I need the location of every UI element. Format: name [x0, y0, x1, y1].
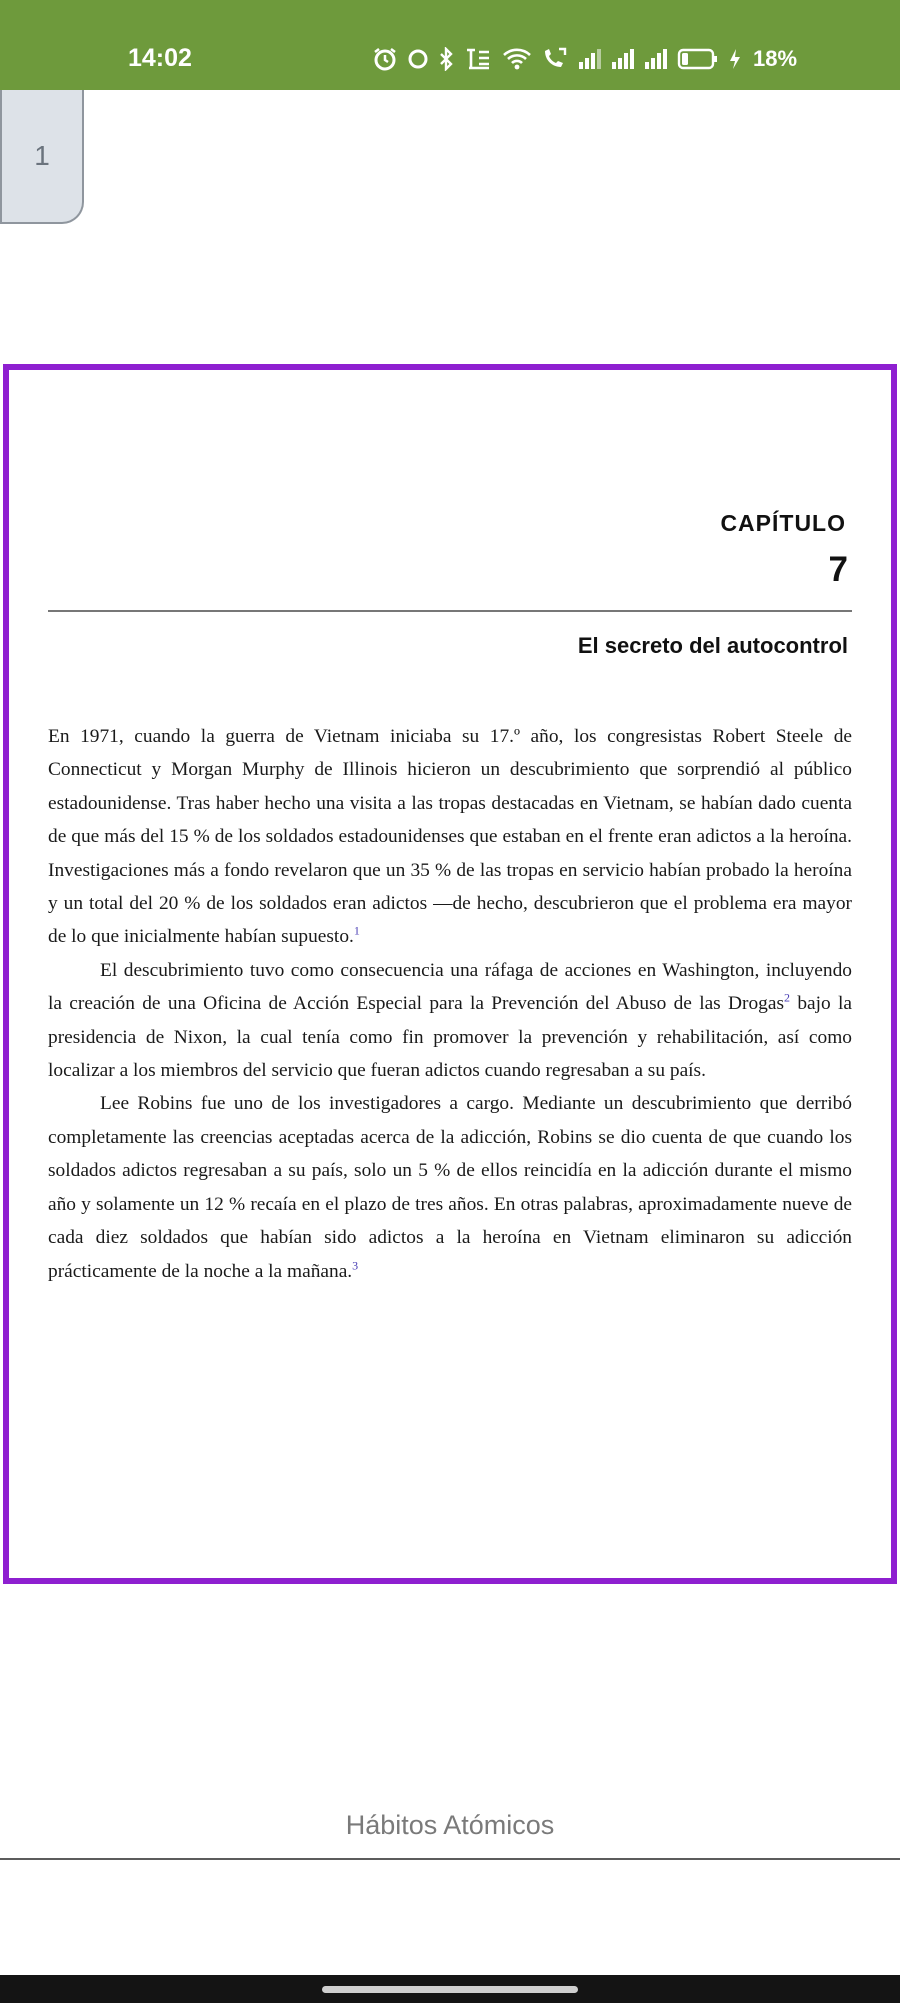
- home-gesture-handle[interactable]: [322, 1986, 578, 1993]
- chapter-title: El secreto del autocontrol: [577, 633, 848, 658]
- footnote-link[interactable]: 3: [352, 1258, 359, 1273]
- paragraph-text: En 1971, cuando la guerra de Vietnam iniciaba su 17.º año, los congresistas Robert Steele de Connecticut y Morgan Murphy de Illinois hicieron un descubrimiento que sorprendió al público estadounidense. Tras haber hecho una visita a las tropas destacadas en Vietnam, se habían dado cuenta de que más del 15 % de los soldados estadounidenses que estaban en el frente eran adictos a la heroína. Investigaciones más a fondo revelaron que un 35 % de las tropas en servicio habían probado la heroína y un total del 20 % de los soldados eran adictos —de hecho, descubrieron que el problema era mayor de lo que inicialmente habían supuesto.: [48, 726, 852, 948]
- footnote-link[interactable]: 2: [784, 990, 791, 1005]
- mobile-data-icon: [463, 46, 493, 72]
- paragraph: [48, 954, 852, 1088]
- status-bar: [0, 0, 900, 90]
- paragraph: [48, 720, 852, 954]
- footnote-link[interactable]: 1: [353, 923, 360, 938]
- footer-divider: [0, 1858, 900, 1860]
- bluetooth-icon: [438, 47, 454, 71]
- paragraph-text: bajo la presidencia de Nixon, la cual tenía como fin promover la prevención y rehabilitación, así como localizar a los miembros del servicio que fueran adictos cuando regresaban a su país.: [48, 993, 852, 1082]
- battery-percent: 18%: [753, 46, 798, 71]
- book-title: Hábitos Atómicos: [345, 1810, 555, 1840]
- alarm-icon: [372, 46, 398, 72]
- signal-icon: [611, 47, 635, 71]
- navigation-bar: [0, 1975, 900, 2003]
- circle-icon: [407, 48, 429, 70]
- status-time: 14:02: [128, 44, 192, 72]
- battery-icon: [677, 47, 719, 71]
- paragraph-text: Lee Robins fue uno de los investigadores a cargo. Mediante un descubrimiento que derribó completamente las creencias aceptadas acerca de la adicción, Robins se dio cuenta de que cuando los soldados adictos regresaban a su país, solo un 5 % de ellos reincidía en la adicción durante el mismo año y solamente un 12 % recaía en el plazo de tres años. En otras palabras, aproximadamente nueve de cada diez soldados que habían sido adictos a la heroína en Vietnam eliminaron su adicción prácticamente de la noche a la mañana.: [48, 1093, 852, 1282]
- paragraph: [48, 1087, 852, 1287]
- call-icon: [541, 47, 569, 71]
- chapter-body: [48, 720, 852, 1288]
- chapter-number: 7: [828, 550, 848, 589]
- page-number-tab[interactable]: [0, 90, 84, 224]
- status-icons: [372, 46, 797, 72]
- paragraph-text: El descubrimiento tuvo como consecuencia una ráfaga de acciones en Washington, incluyendo la creación de una Oficina de Acción Especial para la Prevención del Abuso de las Drogas: [48, 959, 852, 1015]
- book-page[interactable]: [3, 364, 897, 1584]
- charging-icon: [728, 47, 742, 71]
- chapter-label: CAPÍTULO: [720, 510, 846, 536]
- chapter-divider: [48, 610, 852, 612]
- signal-icon: [578, 47, 602, 71]
- wifi-icon: [502, 47, 532, 71]
- signal-icon: [644, 47, 668, 71]
- page-number: 1: [34, 140, 50, 171]
